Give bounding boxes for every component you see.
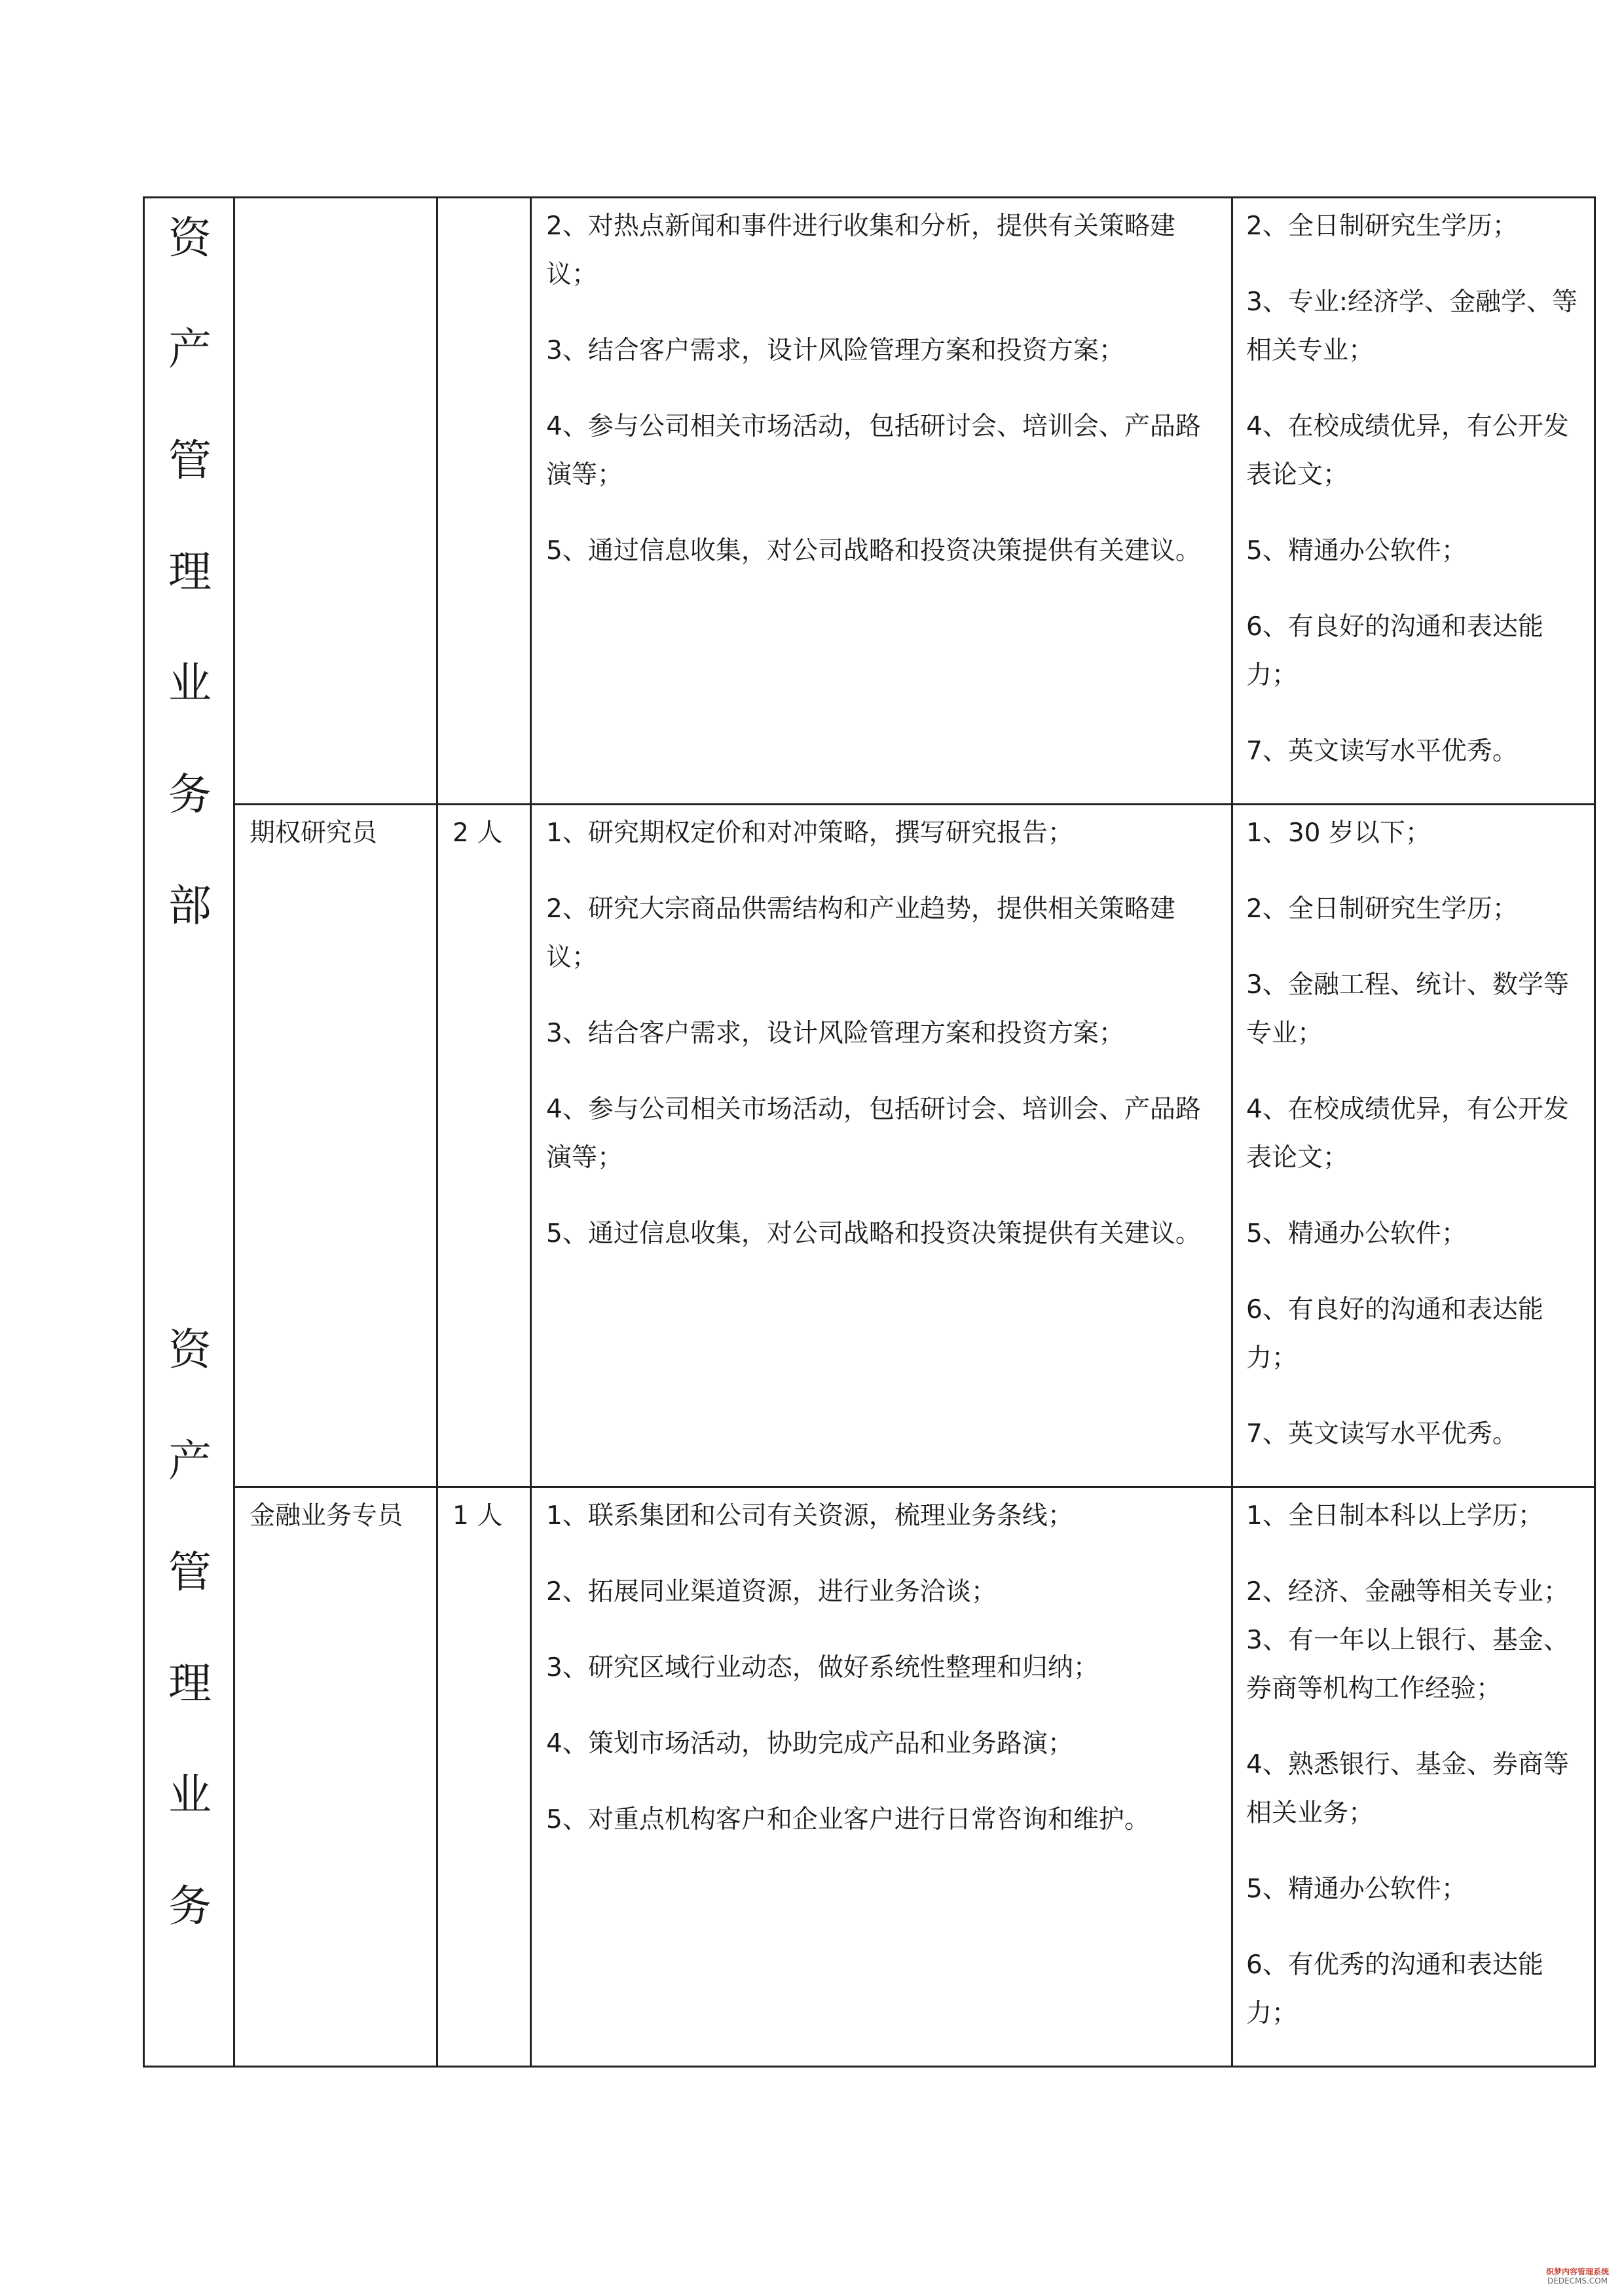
requirement-item: 3、专业:经济学、金融学、等相关专业；: [1246, 287, 1578, 365]
recruitment-table: [143, 196, 1596, 2068]
dept-char: 管: [168, 435, 212, 486]
duty-item: 1、联系集团和公司有关资源，梳理业务条线；: [546, 1501, 1073, 1531]
duties-cell: [531, 805, 1232, 1487]
duties-cell: [531, 198, 1232, 805]
duty-item: 2、研究大宗商品供需结构和产业趋势，提供相关策略建议；: [546, 894, 1175, 972]
table-row: [144, 1487, 1595, 2067]
requirement-item: 5、精通办公软件；: [1246, 1219, 1467, 1248]
job-title-cell: [234, 198, 437, 805]
headcount: 2 人: [452, 818, 503, 848]
requirement-item: 6、有优秀的沟通和表达能力；: [1246, 1950, 1543, 2028]
dept-char: 业: [168, 1770, 212, 1820]
dept-char: 务: [168, 1881, 212, 1931]
requirement-item: 4、熟悉银行、基金、券商等相关业务；: [1246, 1750, 1569, 1828]
headcount: [438, 198, 530, 202]
requirement-item: 2、经济、金融等相关专业；: [1246, 1577, 1569, 1607]
headcount: 1 人: [452, 1501, 503, 1531]
job-title: 金融业务专员: [249, 1501, 403, 1531]
dept-char: 理: [168, 547, 212, 597]
dept-char: 务: [168, 769, 212, 820]
requirement-item: 3、金融工程、统计、数学等专业；: [1246, 970, 1569, 1048]
requirements-cell: [1232, 805, 1595, 1487]
duty-item: 5、对重点机构客户和企业客户进行日常咨询和维护。: [546, 1805, 1150, 1834]
requirement-item: 5、精通办公软件；: [1246, 536, 1467, 566]
dept-char: 产: [168, 324, 212, 374]
requirement-item: 6、有良好的沟通和表达能力；: [1246, 1295, 1543, 1373]
department-label-second: [145, 1324, 235, 1996]
job-title: 期权研究员: [249, 818, 378, 848]
department-cell: [144, 198, 234, 2067]
requirement-item: 3、有一年以上银行、基金、券商等机构工作经验；: [1246, 1626, 1569, 1704]
requirement-item: 4、在校成绩优异，有公开发表论文；: [1246, 412, 1569, 490]
table-row: [144, 198, 1595, 805]
job-title-cell: [234, 1487, 437, 2067]
requirement-item: 1、全日制本科以上学历；: [1246, 1501, 1543, 1531]
requirement-item: 5、精通办公软件；: [1246, 1874, 1467, 1904]
requirement-item: 2、全日制研究生学历；: [1246, 211, 1518, 241]
watermark-line1: 织梦内容管理系统: [1545, 2267, 1609, 2276]
duty-item: 4、参与公司相关市场活动，包括研讨会、培训会、产品路演等；: [546, 412, 1201, 490]
dept-char: 产: [168, 1436, 212, 1486]
duty-item: 4、策划市场活动，协助完成产品和业务路演；: [546, 1729, 1073, 1758]
requirement-item: 7、英文读写水平优秀。: [1246, 1419, 1518, 1449]
duty-item: 3、结合客户需求，设计风险管理方案和投资方案；: [546, 336, 1124, 365]
duty-item: 2、拓展同业渠道资源，进行业务洽谈；: [546, 1577, 997, 1607]
duty-item: 3、研究区域行业动态，做好系统性整理和归纳；: [546, 1653, 1099, 1683]
watermark-line2: DEDECMS.COM: [1547, 2276, 1608, 2286]
site-watermark: [1535, 2267, 1620, 2286]
requirement-item: 4、在校成绩优异，有公开发表论文；: [1246, 1095, 1569, 1173]
job-title-cell: [234, 805, 437, 1487]
duty-item: 5、通过信息收集，对公司战略和投资决策提供有关建议。: [546, 536, 1201, 566]
headcount-cell: [437, 805, 531, 1487]
dept-char: 资: [168, 213, 212, 263]
dept-char: 理: [168, 1658, 212, 1709]
requirement-item: 6、有良好的沟通和表达能力；: [1246, 612, 1543, 690]
requirement-item: 7、英文读写水平优秀。: [1246, 737, 1518, 766]
job-title: [235, 198, 436, 202]
duty-item: 5、通过信息收集，对公司战略和投资决策提供有关建议。: [546, 1219, 1201, 1248]
duty-item: 3、结合客户需求，设计风险管理方案和投资方案；: [546, 1019, 1124, 1048]
headcount-cell: [437, 198, 531, 805]
duty-item: 2、对热点新闻和事件进行收集和分析，提供有关策略建议；: [546, 211, 1175, 289]
requirements-cell: [1232, 198, 1595, 805]
dept-char: 资: [168, 1324, 212, 1375]
requirement-item: 1、30 岁以下；: [1246, 818, 1431, 848]
requirements-cell: [1232, 1487, 1595, 2067]
dept-char: 管: [168, 1547, 212, 1597]
duty-item: 1、研究期权定价和对冲策略，撰写研究报告；: [546, 818, 1073, 848]
dept-char: 业: [168, 658, 212, 708]
table-row: [144, 805, 1595, 1487]
department-label-first: [145, 213, 235, 996]
dept-char: 部: [168, 881, 212, 931]
duty-item: 4、参与公司相关市场活动，包括研讨会、培训会、产品路演等；: [546, 1095, 1201, 1173]
headcount-cell: [437, 1487, 531, 2067]
duties-cell: [531, 1487, 1232, 2067]
requirement-item: 2、全日制研究生学历；: [1246, 894, 1518, 924]
